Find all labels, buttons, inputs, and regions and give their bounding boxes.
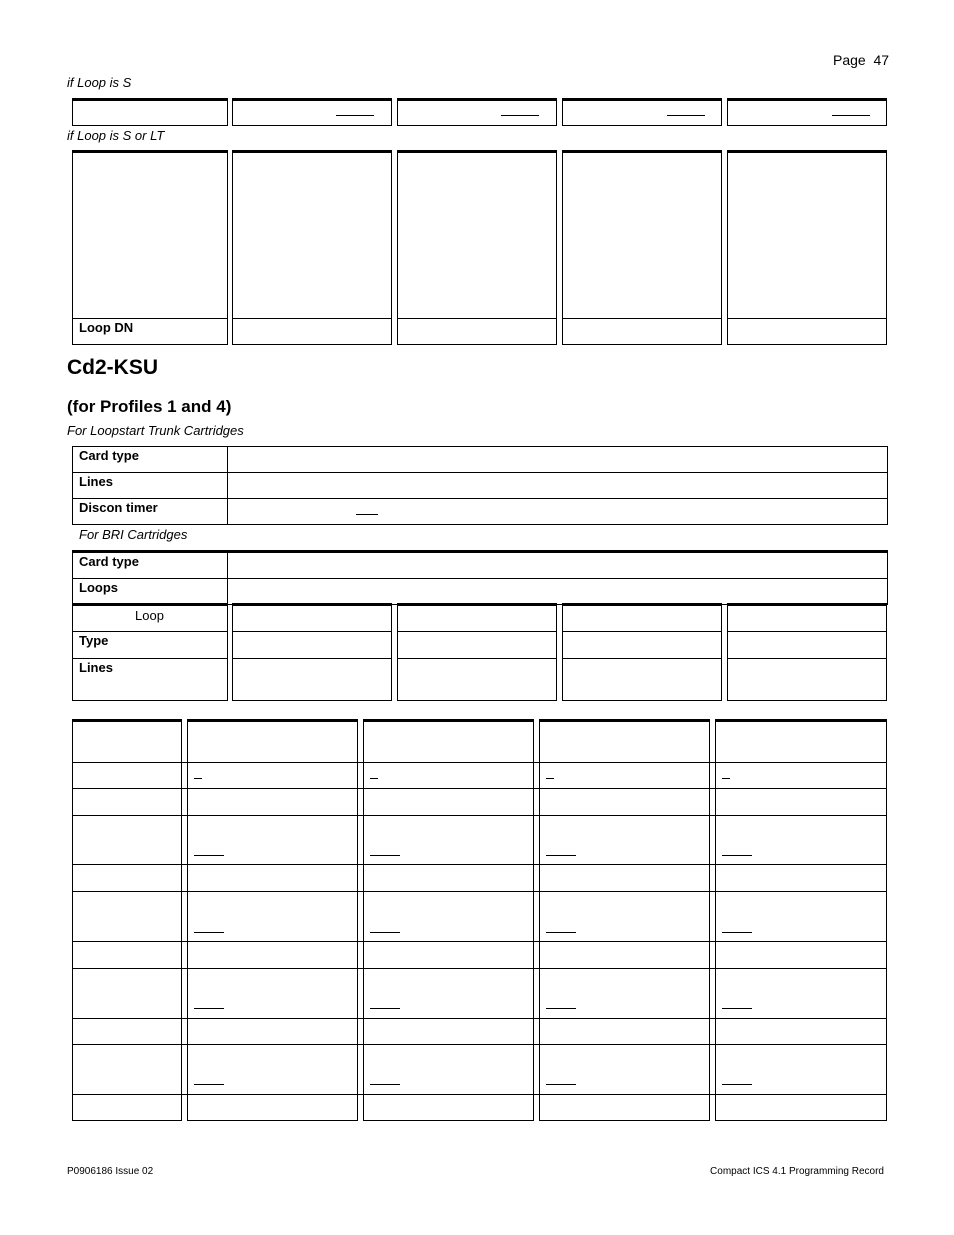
page-label: Page — [833, 52, 866, 68]
entry-blank[interactable] — [722, 932, 752, 933]
loop-entry[interactable] — [727, 603, 887, 632]
loopstart-value-cell[interactable] — [227, 472, 888, 499]
page-number: 47 — [873, 52, 890, 68]
loop-dn-tall-cell — [727, 150, 887, 319]
entry-blank[interactable] — [722, 855, 752, 856]
loop-s-cell — [727, 98, 887, 126]
footer-doc-title: Compact ICS 4.1 Programming Record — [710, 1166, 884, 1177]
loop-s-cell — [232, 98, 392, 126]
loop-dn-entry[interactable] — [397, 318, 557, 345]
lines-entry[interactable] — [232, 658, 392, 701]
grid-row-divider — [72, 1018, 887, 1019]
loop-s-cell — [562, 98, 722, 126]
lines-label: Lines — [79, 474, 113, 489]
loop-dn-tall-cell — [232, 150, 392, 319]
entry-blank[interactable] — [546, 1084, 576, 1085]
grid-row-divider — [72, 788, 887, 789]
loopstart-value-cell[interactable] — [227, 446, 888, 473]
entry-blank[interactable] — [832, 115, 870, 116]
type-entry[interactable] — [397, 631, 557, 659]
note-if-loop-s: if Loop is S — [67, 75, 132, 90]
footer-doc-id: P0906186 Issue 02 — [67, 1166, 154, 1177]
loop-s-cell — [397, 98, 557, 126]
lines-entry[interactable] — [727, 658, 887, 701]
entry-blank[interactable] — [370, 932, 400, 933]
grid-row-divider — [72, 1094, 887, 1095]
lines-entry[interactable] — [562, 658, 722, 701]
loop-dn-entry[interactable] — [562, 318, 722, 345]
entry-blank[interactable] — [501, 115, 539, 116]
section-subtitle: (for Profiles 1 and 4) — [67, 397, 232, 416]
entry-blank[interactable] — [370, 855, 400, 856]
entry-blank[interactable] — [667, 115, 705, 116]
entry-blank[interactable] — [370, 1084, 400, 1085]
grid-label-column — [72, 719, 182, 1121]
loops-label: Loops — [79, 580, 118, 595]
note-if-loop-s-or-lt: if Loop is S or LT — [67, 128, 165, 143]
loopstart-value-cell[interactable] — [227, 498, 888, 525]
loop-dn-entry[interactable] — [727, 318, 887, 345]
entry-blank[interactable] — [194, 855, 224, 856]
entry-blank[interactable] — [546, 932, 576, 933]
grid-row-divider — [72, 891, 887, 892]
loop-dn-label: Loop DN — [79, 320, 134, 335]
lines-entry[interactable] — [397, 658, 557, 701]
entry-dash[interactable] — [546, 778, 554, 779]
entry-blank[interactable] — [194, 1084, 224, 1085]
loop-s-cell — [72, 98, 228, 126]
discon-timer-label: Discon timer — [79, 500, 158, 515]
lines-label: Lines — [79, 660, 113, 675]
grid-column — [187, 719, 358, 1121]
note-for-bri: For BRI Cartridges — [79, 527, 188, 542]
entry-dash[interactable] — [722, 778, 730, 779]
loop-label: Loop — [135, 608, 164, 623]
type-label: Type — [79, 633, 109, 648]
grid-row-divider — [72, 941, 887, 942]
grid-column — [363, 719, 534, 1121]
page-header — [833, 52, 889, 68]
card-type-label: Card type — [79, 554, 139, 569]
grid-row-divider — [72, 968, 887, 969]
loop-dn-tall-cell — [397, 150, 557, 319]
loop-entry[interactable] — [562, 603, 722, 632]
grid-row-divider — [72, 864, 887, 865]
entry-blank[interactable] — [370, 1008, 400, 1009]
entry-blank[interactable] — [194, 1008, 224, 1009]
entry-blank[interactable] — [336, 115, 374, 116]
grid-row-divider — [72, 1044, 887, 1045]
grid-row-divider — [72, 762, 887, 763]
loop-dn-tall-cell — [72, 150, 228, 319]
grid-row-divider — [72, 815, 887, 816]
note-for-loopstart: For Loopstart Trunk Cartridges — [67, 423, 244, 438]
card-type-label: Card type — [79, 448, 139, 463]
entry-blank[interactable] — [722, 1084, 752, 1085]
grid-column — [715, 719, 887, 1121]
entry-dash[interactable] — [194, 778, 202, 779]
loop-entry[interactable] — [397, 603, 557, 632]
loop-entry[interactable] — [232, 603, 392, 632]
grid-column — [539, 719, 710, 1121]
type-entry[interactable] — [727, 631, 887, 659]
bri-value-cell[interactable] — [227, 578, 888, 605]
section-title: Cd2-KSU — [67, 356, 159, 379]
loop-dn-tall-cell — [562, 150, 722, 319]
entry-blank[interactable] — [194, 932, 224, 933]
type-entry[interactable] — [232, 631, 392, 659]
loop-dn-entry[interactable] — [232, 318, 392, 345]
type-entry[interactable] — [562, 631, 722, 659]
entry-dash[interactable] — [370, 778, 378, 779]
entry-blank[interactable] — [356, 514, 378, 515]
entry-blank[interactable] — [722, 1008, 752, 1009]
bri-value-cell[interactable] — [227, 550, 888, 579]
entry-blank[interactable] — [546, 1008, 576, 1009]
entry-blank[interactable] — [546, 855, 576, 856]
